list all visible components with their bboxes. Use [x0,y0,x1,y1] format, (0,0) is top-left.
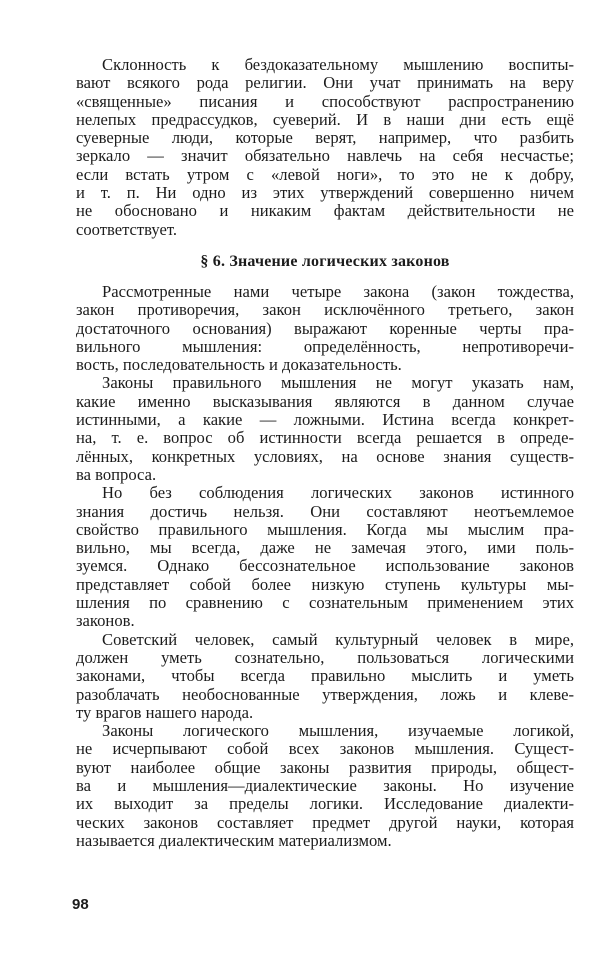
text-line: Рассмотренные нами четыре закона (закон тождества, [102,281,574,301]
text-line: закон противоречия, закон исключённого третьего, закон [76,300,574,320]
text-line: достаточного основания) выражают коренные черты пра- [76,318,574,338]
text-line: Законы правильного мышления не могут указать нам, [102,373,574,393]
text-line: Склонность к бездоказательному мышлению воспиты- [102,55,574,74]
text-line: называется диалектическим материализмом. [76,830,392,850]
text-line: вают всякого рода религии. Они учат принимать на веру [76,73,574,93]
paragraph-truth-concrete [76,374,574,484]
text-line: ческих законов составляет предмет другой науки, которая [76,812,574,832]
text-line: суеверные люди, которые верят, например, что разбить [76,128,574,148]
text-line: шления по сравнению с сознательным применением этих [76,593,574,613]
text-line: ва вопроса. [76,464,157,484]
text-line: и т. п. Ни одно из этих утверждений совершенно ничем [76,183,574,203]
paragraph-observance [76,484,574,630]
paragraph-soviet-person [76,631,574,722]
text-line: Но без соблюдения логических законов истинного [102,483,574,503]
text-line: вость, последовательность и доказательность. [76,355,402,375]
paragraph-four-laws [76,283,574,374]
text-line: истинными, а какие — ложными. Истина всегда конкрет- [76,410,574,430]
text-line: ва и мышления—диалектические законы. Но изучение [76,775,574,795]
text-line: должен уметь сознательно, пользоваться логическими [76,647,574,667]
text-line: не обосновано и никаким фактам действительности не [76,201,574,221]
text-line: какие именно высказывания являются в данном случае [76,391,574,411]
text-line: вуют наиболее общие законы развития природы, общест- [76,757,574,777]
text-line: Советский человек, самый культурный человек в мире, [102,629,574,649]
text-line: их выходит за пределы логики. Исследование диалекти- [76,794,574,814]
text-line: на, т. е. вопрос об истинности всегда решается в опреде- [76,428,574,448]
text-line: представляет собой более низкую ступень культуры мы- [76,574,574,594]
text-line: свойство правильного мышления. Когда мы мыслим пра- [76,519,574,539]
text-line: если встать утром с «левой ноги», то это не к добру, [76,164,574,184]
text-line: соответствует. [76,219,178,239]
paragraph-superstition [76,56,574,239]
text-line: не исчерпывают собой всех законов мышления. Сущест- [76,739,574,759]
text-line: знания достичь нельзя. Они составляют неотъемлемое [76,501,574,521]
text-line: вильного мышления: определённость, непротиворечи- [76,336,574,356]
text-line: ту врагов нашего народа. [76,702,254,722]
text-line: зуемся. Однако бессознательное использование законов [76,556,574,576]
text-line: лённых, конкретных условиях, на основе знания существ- [76,446,574,466]
page-number: 98 [72,896,89,913]
page-text-block [76,56,574,850]
text-line: зеркало — значит обязательно навлечь на себя несчастье; [76,146,574,166]
text-line: нелепых предрассудков, суеверий. И в наши дни есть ещё [76,109,574,129]
text-line: законами, чтобы всегда правильно мыслить и уметь [76,666,574,686]
text-line: вильно, мы всегда, даже не замечая этого, ими поль- [76,538,574,558]
text-line: разоблачать необоснованные утверждения, ложь и клеве- [76,684,574,704]
section-heading: § 6. Значение логических законов [200,252,450,270]
text-line: законов. [76,611,135,631]
text-line: Законы логического мышления, изучаемые логикой, [102,721,574,741]
paragraph-dialectics [76,722,574,850]
text-line: «священные» писания и способствуют распространению [76,91,574,111]
